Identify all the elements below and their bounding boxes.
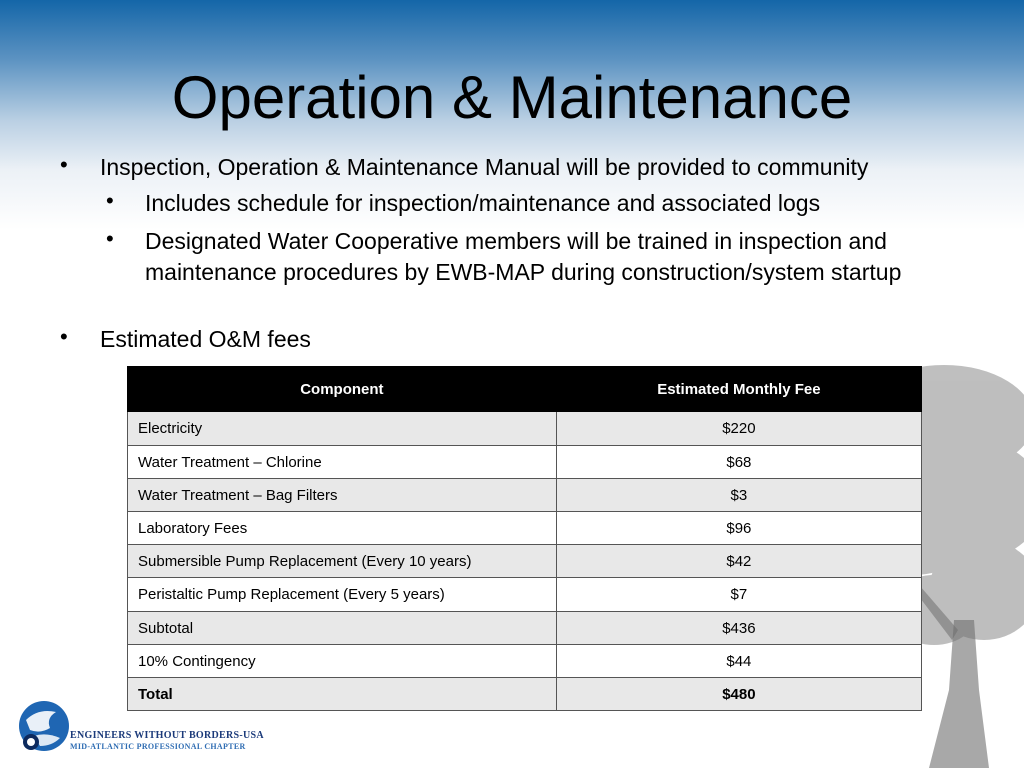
component-cell: Submersible Pump Replacement (Every 10 years) — [128, 545, 557, 578]
component-cell: Electricity — [128, 412, 557, 446]
fee-cell: $436 — [556, 612, 921, 645]
table-row — [128, 545, 922, 578]
fee-cell: $44 — [556, 645, 921, 678]
table-row — [128, 446, 922, 479]
table-header-row — [128, 367, 922, 412]
sub-bullet-item: Includes schedule for inspection/maintenance and associated logs — [145, 190, 821, 216]
slide-title: Operation & Maintenance — [171, 64, 853, 131]
bullet-dot: • — [60, 324, 68, 349]
bullet-item: Estimated O&M fees — [100, 326, 311, 352]
logo-text-line1: ENGINEERS WITHOUT BORDERS-USA — [70, 730, 264, 741]
component-cell: Subtotal — [128, 612, 557, 645]
table-row — [128, 412, 922, 446]
component-cell: 10% Contingency — [128, 645, 557, 678]
table-row — [128, 612, 922, 645]
fee-cell: $3 — [556, 479, 921, 512]
component-cell: Laboratory Fees — [128, 512, 557, 545]
fee-cell: $68 — [556, 446, 921, 479]
component-cell: Water Treatment – Bag Filters — [128, 479, 557, 512]
om-fees-table — [127, 366, 922, 711]
sub-bullet-item: Designated Water Cooperative members will be trained in inspection and maintenance procedures by EWB-MAP during construction/system startup — [145, 228, 902, 285]
bullet-dot: • — [60, 152, 68, 177]
bullet-item: Inspection, Operation & Maintenance Manual will be provided to community — [100, 154, 869, 180]
sub-bullet-dot: • — [106, 188, 114, 213]
fee-cell: $480 — [556, 678, 921, 711]
sub-bullet-dot: • — [106, 226, 114, 251]
logo-text-line2: MID-ATLANTIC PROFESSIONAL CHAPTER — [70, 742, 246, 751]
component-cell: Total — [128, 678, 557, 711]
header-component: Component — [128, 367, 557, 412]
table-row — [128, 512, 922, 545]
fee-cell: $220 — [556, 412, 921, 446]
component-cell: Water Treatment – Chlorine — [128, 446, 557, 479]
fee-cell: $96 — [556, 512, 921, 545]
table-row-total — [128, 678, 922, 711]
fee-cell: $42 — [556, 545, 921, 578]
header-fee: Estimated Monthly Fee — [556, 367, 921, 412]
table-row — [128, 479, 922, 512]
component-cell: Peristaltic Pump Replacement (Every 5 years) — [128, 578, 557, 612]
fee-cell: $7 — [556, 578, 921, 612]
table-row — [128, 645, 922, 678]
table-row — [128, 578, 922, 612]
